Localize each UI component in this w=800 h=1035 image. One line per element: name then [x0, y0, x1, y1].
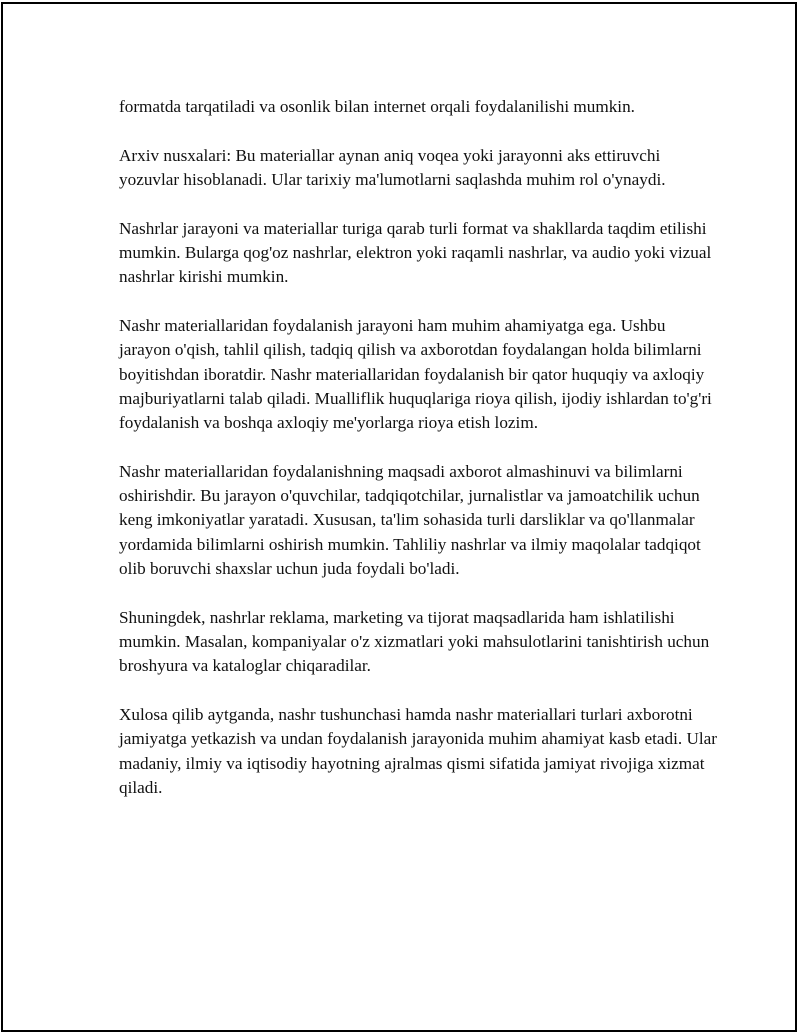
document-body	[119, 95, 719, 825]
paragraph-commercial-use: Shuningdek, nashrlar reklama, marketing va tijorat maqsadlarida ham ishlatilishi mumkin. Masalan, kompaniyalar o'z xizmatlari yoki mahsulotlarini tanishtirish uchun broshyura va kataloglar chiqaradilar.	[119, 607, 710, 676]
paragraph-archive-copies: Arxiv nusxalari: Bu materiallar aynan aniq voqea yoki jarayonni aks ettiruvchi yozuvlar hisoblanadi. Ular tarixiy ma'lumotlarni saqlashda muhim rol o'ynaydi.	[119, 145, 666, 189]
paragraph-conclusion: Xulosa qilib aytganda, nashr tushunchasi hamda nashr materiallari turlari axborotni jamiyatga yetkazish va undan foydalanish jarayonida muhim ahamiyat kasb etadi. Ular madaniy, ilmiy va iqtisodiy hayotning ajralmas qismi sifatida jamiyat rivojiga xizmat qiladi.	[119, 704, 718, 797]
paragraph-usage-purpose: Nashr materiallaridan foydalanishning maqsadi axborot almashinuvi va bilimlarni oshirishdir. Bu jarayon o'quvchilar, tadqiqotchilar, jurnalistlar va jamoatchilik uchun keng imkoniyatlar yaratadi. Xususan, ta'lim sohasida turli darsliklar va qo'llanmalar yordamida bilimlarni oshirish mumkin. Tahliliy nashrlar va ilmiy maqolalar tadqiqot olib boruvchi shaxslar uchun juda foydali bo'ladi.	[119, 461, 701, 579]
paragraph-continuation: formatda tarqatiladi va osonlik bilan internet orqali foydalanilishi mumkin.	[119, 97, 635, 116]
paragraph-publication-formats: Nashrlar jarayoni va materiallar turiga qarab turli format va shakllarda taqdim etilishi mumkin. Bularga qog'oz nashrlar, elektron yoki raqamli nashrlar, va audio yoki vizual nashrlar kirishi mumkin.	[119, 218, 712, 287]
paragraph-usage-process: Nashr materiallaridan foydalanish jarayoni ham muhim ahamiyatga ega. Ushbu jarayon o'qish, tahlil qilish, tadqiq qilish va axborotdan foydalangan holda bilimlarni boyitishdan iboratdir. Nashr materiallaridan foydalanish bir qator huquqiy va axloqiy majburiyatlarni talab qiladi. Mualliflik huquqlariga rioya qilish, ijodiy ishlardan to'g'ri foydalanish va boshqa axloqiy me'yorlarga rioya etish lozim.	[119, 315, 712, 433]
document-page	[1, 2, 797, 1032]
